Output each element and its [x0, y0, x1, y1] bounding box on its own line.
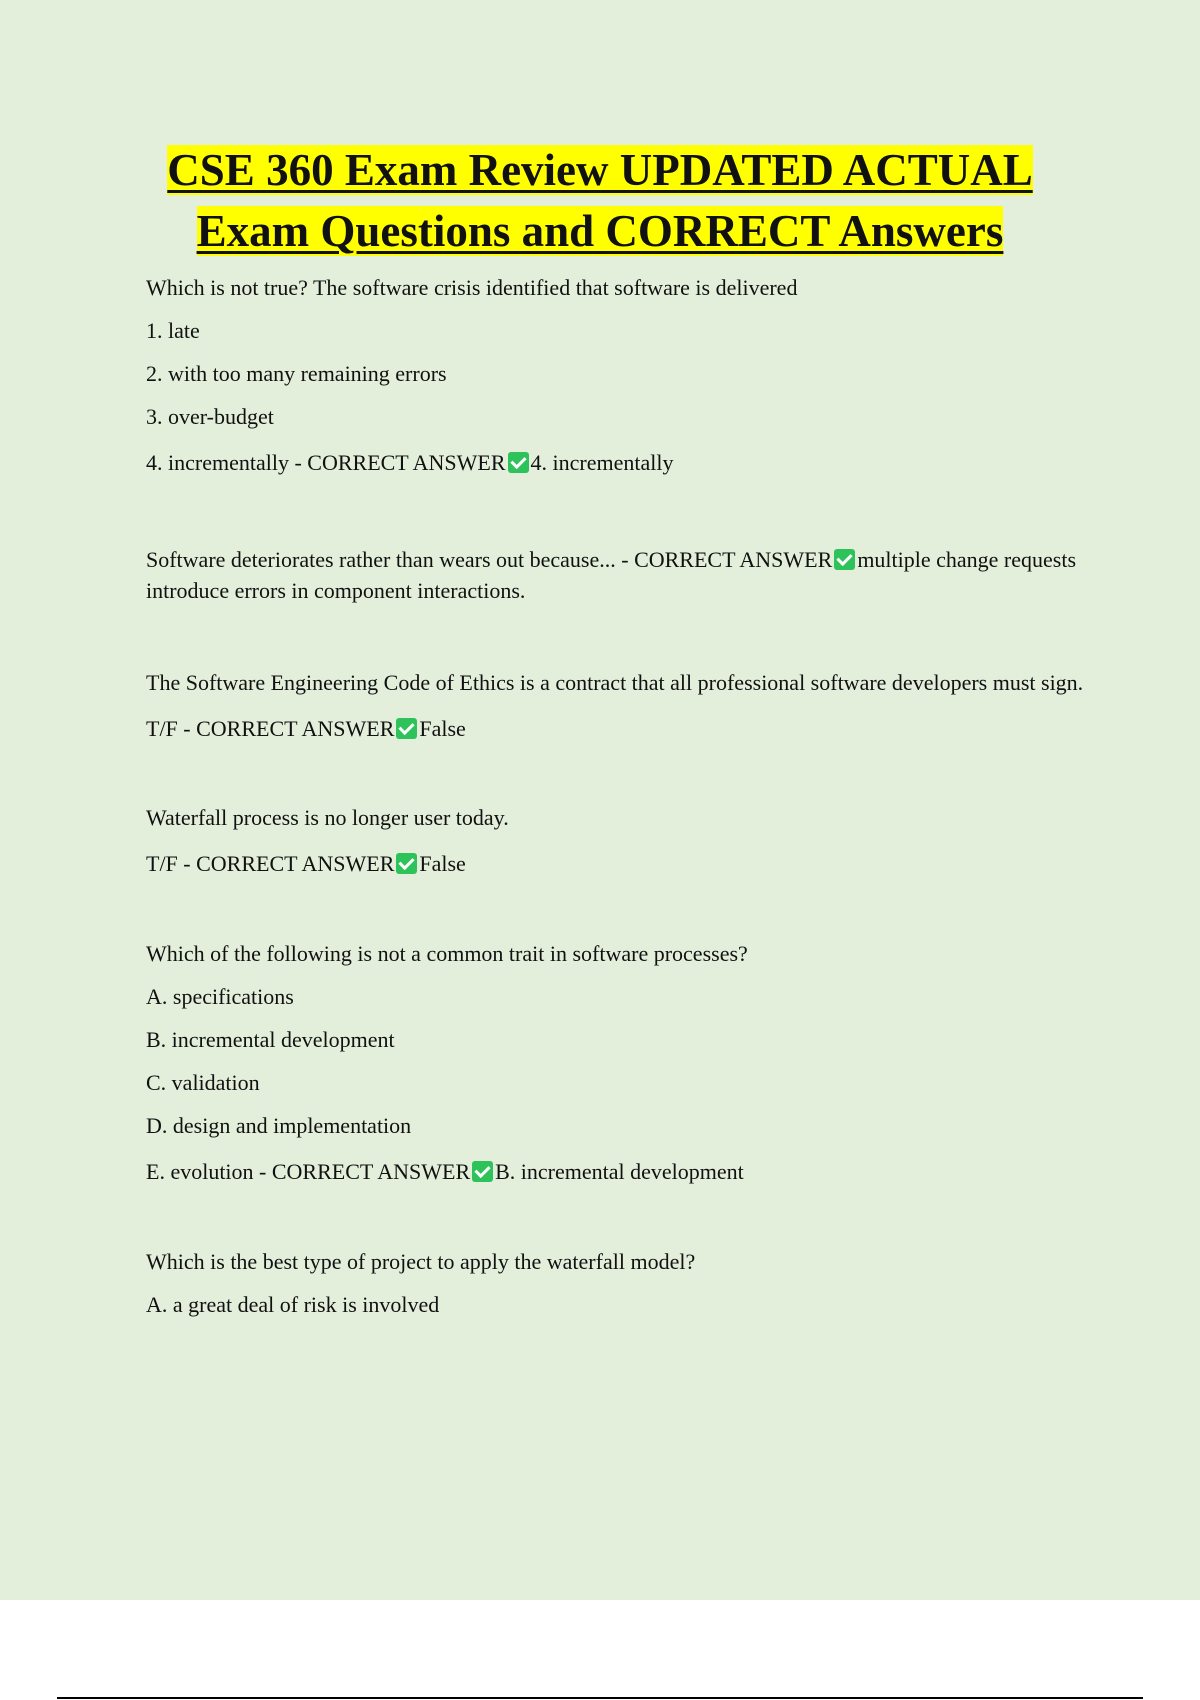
question-prompt: Which is not true? The software crisis identified that software is delivered: [146, 275, 798, 300]
document-body: [146, 272, 1086, 1320]
answer-option: 3. over-budget: [146, 404, 274, 429]
question-prompt: The Software Engineering Code of Ethics is a contract that all professional software developers must sign.: [146, 670, 1084, 695]
question-block: [146, 272, 1086, 478]
question-prompt: Which is the best type of project to apply the waterfall model?: [146, 1249, 696, 1274]
check-icon: [472, 1161, 493, 1182]
correct-answer: multiple change requests introduce errors in component interactions.: [146, 547, 1077, 603]
answer-option: B. incremental development: [146, 1027, 395, 1052]
check-icon: [834, 549, 855, 570]
answer-option: A. a great deal of risk is involved: [146, 1292, 440, 1317]
check-icon: [396, 718, 417, 739]
answer-option: T/F: [146, 716, 178, 741]
question-block: [146, 667, 1086, 744]
correct-answer: B. incremental development: [495, 1159, 744, 1184]
question-prompt: Waterfall process is no longer user today.: [146, 805, 509, 830]
answer-option: C. validation: [146, 1070, 260, 1095]
question-prompt: Software deteriorates rather than wears out because... - CORRECT ANSWER multiple change requests introduce errors in component interactions.: [146, 547, 1077, 603]
answer-option: 2. with too many remaining errors: [146, 361, 447, 386]
answer-option: T/F: [146, 851, 178, 876]
correct-answer: False: [419, 851, 466, 876]
correct-answer: 4. incrementally: [530, 450, 674, 475]
answer-option: E. evolution: [146, 1159, 254, 1184]
answer-line: T/F - CORRECT ANSWER False: [146, 851, 466, 876]
document-title: [100, 140, 1100, 262]
answer-line: E. evolution - CORRECT ANSWER B. incremental development: [146, 1159, 744, 1184]
answer-line: T/F - CORRECT ANSWER False: [146, 716, 466, 741]
check-icon: [508, 452, 529, 473]
answer-option: 4. incrementally: [146, 450, 289, 475]
correct-answer: False: [419, 716, 466, 741]
check-icon: [396, 853, 417, 874]
title-line-2: Exam Questions and CORRECT Answers: [196, 206, 1004, 256]
answer-marker: CORRECT ANSWER: [196, 716, 395, 741]
question-block: [146, 1246, 1086, 1320]
answer-option: A. specifications: [146, 984, 294, 1009]
question-block: [146, 544, 1086, 606]
title-line-1: CSE 360 Exam Review UPDATED ACTUAL: [167, 145, 1033, 195]
question-block: [146, 802, 1086, 879]
answer-marker: CORRECT ANSWER: [271, 1159, 471, 1184]
answer-marker: CORRECT ANSWER: [196, 851, 395, 876]
question-block: [146, 938, 1086, 1187]
footer-divider: [57, 1697, 1143, 1699]
answer-option: D. design and implementation: [146, 1113, 412, 1138]
question-prompt: Which of the following is not a common trait in software processes?: [146, 941, 748, 966]
answer-option: 1. late: [146, 318, 200, 343]
answer-marker: CORRECT ANSWER: [634, 547, 833, 572]
answer-line: 4. incrementally - CORRECT ANSWER 4. incrementally: [146, 450, 674, 475]
answer-marker: CORRECT ANSWER: [307, 450, 506, 475]
